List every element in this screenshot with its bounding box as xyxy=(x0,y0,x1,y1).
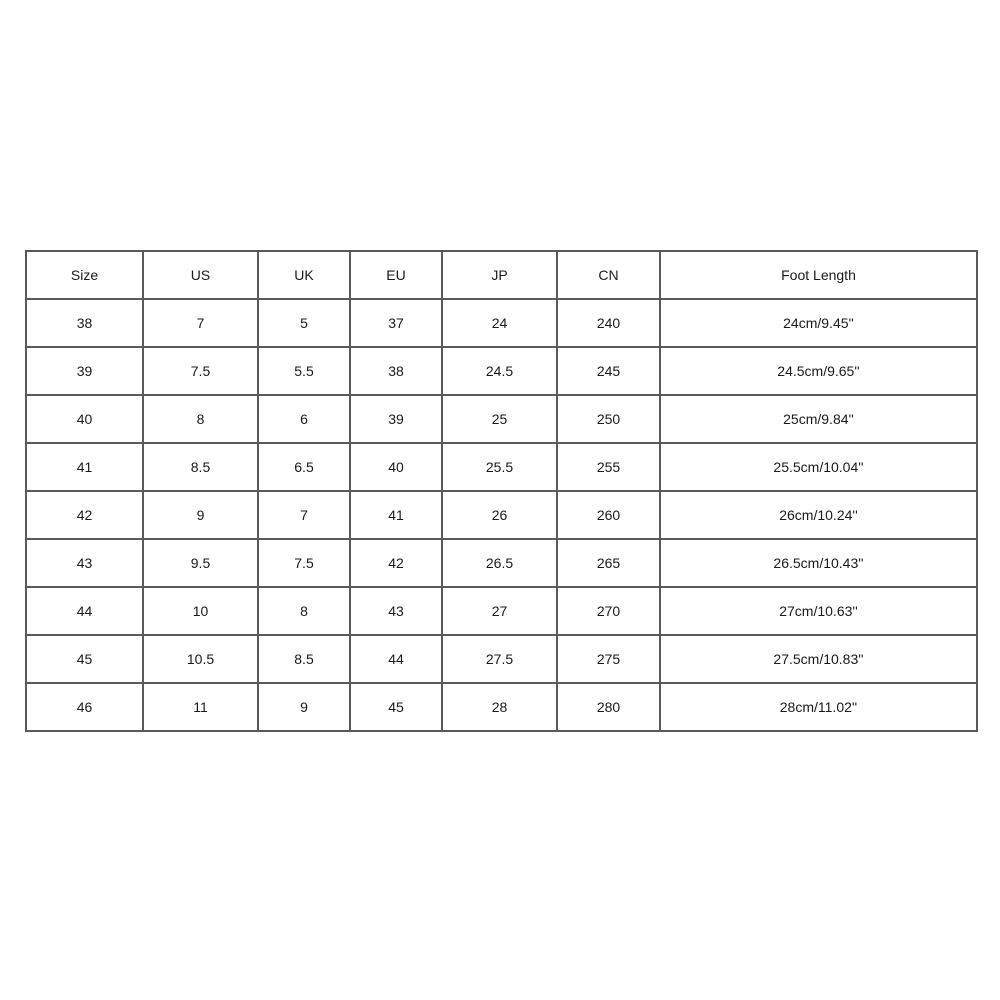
cell-eu: 38 xyxy=(350,347,442,395)
cell-eu: 44 xyxy=(350,635,442,683)
cell-eu: 43 xyxy=(350,587,442,635)
cell-foot-length: 25cm/9.84'' xyxy=(660,395,977,443)
cell-us: 9 xyxy=(143,491,258,539)
cell-eu: 41 xyxy=(350,491,442,539)
cell-uk: 8.5 xyxy=(258,635,350,683)
cell-us: 7 xyxy=(143,299,258,347)
header-jp: JP xyxy=(442,251,557,299)
cell-us: 11 xyxy=(143,683,258,731)
header-foot-length: Foot Length xyxy=(660,251,977,299)
cell-jp: 24 xyxy=(442,299,557,347)
cell-cn: 275 xyxy=(557,635,660,683)
cell-size: 43 xyxy=(26,539,143,587)
size-chart-table xyxy=(25,250,978,732)
cell-us: 9.5 xyxy=(143,539,258,587)
cell-eu: 45 xyxy=(350,683,442,731)
table-header xyxy=(26,251,977,299)
cell-foot-length: 24cm/9.45'' xyxy=(660,299,977,347)
cell-eu: 40 xyxy=(350,443,442,491)
cell-size: 39 xyxy=(26,347,143,395)
table-row xyxy=(26,587,977,635)
cell-cn: 280 xyxy=(557,683,660,731)
cell-foot-length: 28cm/11.02'' xyxy=(660,683,977,731)
cell-size: 46 xyxy=(26,683,143,731)
cell-size: 42 xyxy=(26,491,143,539)
cell-us: 10 xyxy=(143,587,258,635)
cell-size: 45 xyxy=(26,635,143,683)
table-row xyxy=(26,491,977,539)
table-body xyxy=(26,299,977,731)
cell-cn: 255 xyxy=(557,443,660,491)
cell-eu: 39 xyxy=(350,395,442,443)
header-cn: CN xyxy=(557,251,660,299)
cell-foot-length: 27cm/10.63'' xyxy=(660,587,977,635)
cell-eu: 37 xyxy=(350,299,442,347)
cell-us: 8.5 xyxy=(143,443,258,491)
cell-uk: 6.5 xyxy=(258,443,350,491)
cell-jp: 28 xyxy=(442,683,557,731)
header-us: US xyxy=(143,251,258,299)
cell-jp: 25 xyxy=(442,395,557,443)
cell-cn: 240 xyxy=(557,299,660,347)
cell-us: 10.5 xyxy=(143,635,258,683)
cell-cn: 250 xyxy=(557,395,660,443)
cell-foot-length: 27.5cm/10.83'' xyxy=(660,635,977,683)
cell-jp: 26 xyxy=(442,491,557,539)
header-size: Size xyxy=(26,251,143,299)
cell-jp: 27.5 xyxy=(442,635,557,683)
cell-eu: 42 xyxy=(350,539,442,587)
header-row xyxy=(26,251,977,299)
table-row xyxy=(26,395,977,443)
cell-uk: 5.5 xyxy=(258,347,350,395)
table-row xyxy=(26,347,977,395)
table-row xyxy=(26,539,977,587)
cell-size: 41 xyxy=(26,443,143,491)
table-row xyxy=(26,683,977,731)
cell-uk: 5 xyxy=(258,299,350,347)
cell-jp: 27 xyxy=(442,587,557,635)
cell-foot-length: 24.5cm/9.65'' xyxy=(660,347,977,395)
cell-jp: 24.5 xyxy=(442,347,557,395)
table-row xyxy=(26,635,977,683)
cell-foot-length: 26.5cm/10.43'' xyxy=(660,539,977,587)
cell-foot-length: 26cm/10.24'' xyxy=(660,491,977,539)
cell-uk: 9 xyxy=(258,683,350,731)
cell-cn: 265 xyxy=(557,539,660,587)
cell-foot-length: 25.5cm/10.04'' xyxy=(660,443,977,491)
cell-uk: 6 xyxy=(258,395,350,443)
cell-cn: 245 xyxy=(557,347,660,395)
cell-size: 38 xyxy=(26,299,143,347)
cell-jp: 26.5 xyxy=(442,539,557,587)
cell-size: 40 xyxy=(26,395,143,443)
table-row xyxy=(26,299,977,347)
cell-cn: 260 xyxy=(557,491,660,539)
header-eu: EU xyxy=(350,251,442,299)
cell-us: 8 xyxy=(143,395,258,443)
cell-us: 7.5 xyxy=(143,347,258,395)
cell-uk: 8 xyxy=(258,587,350,635)
cell-size: 44 xyxy=(26,587,143,635)
cell-uk: 7 xyxy=(258,491,350,539)
header-uk: UK xyxy=(258,251,350,299)
table-row xyxy=(26,443,977,491)
cell-jp: 25.5 xyxy=(442,443,557,491)
cell-uk: 7.5 xyxy=(258,539,350,587)
cell-cn: 270 xyxy=(557,587,660,635)
